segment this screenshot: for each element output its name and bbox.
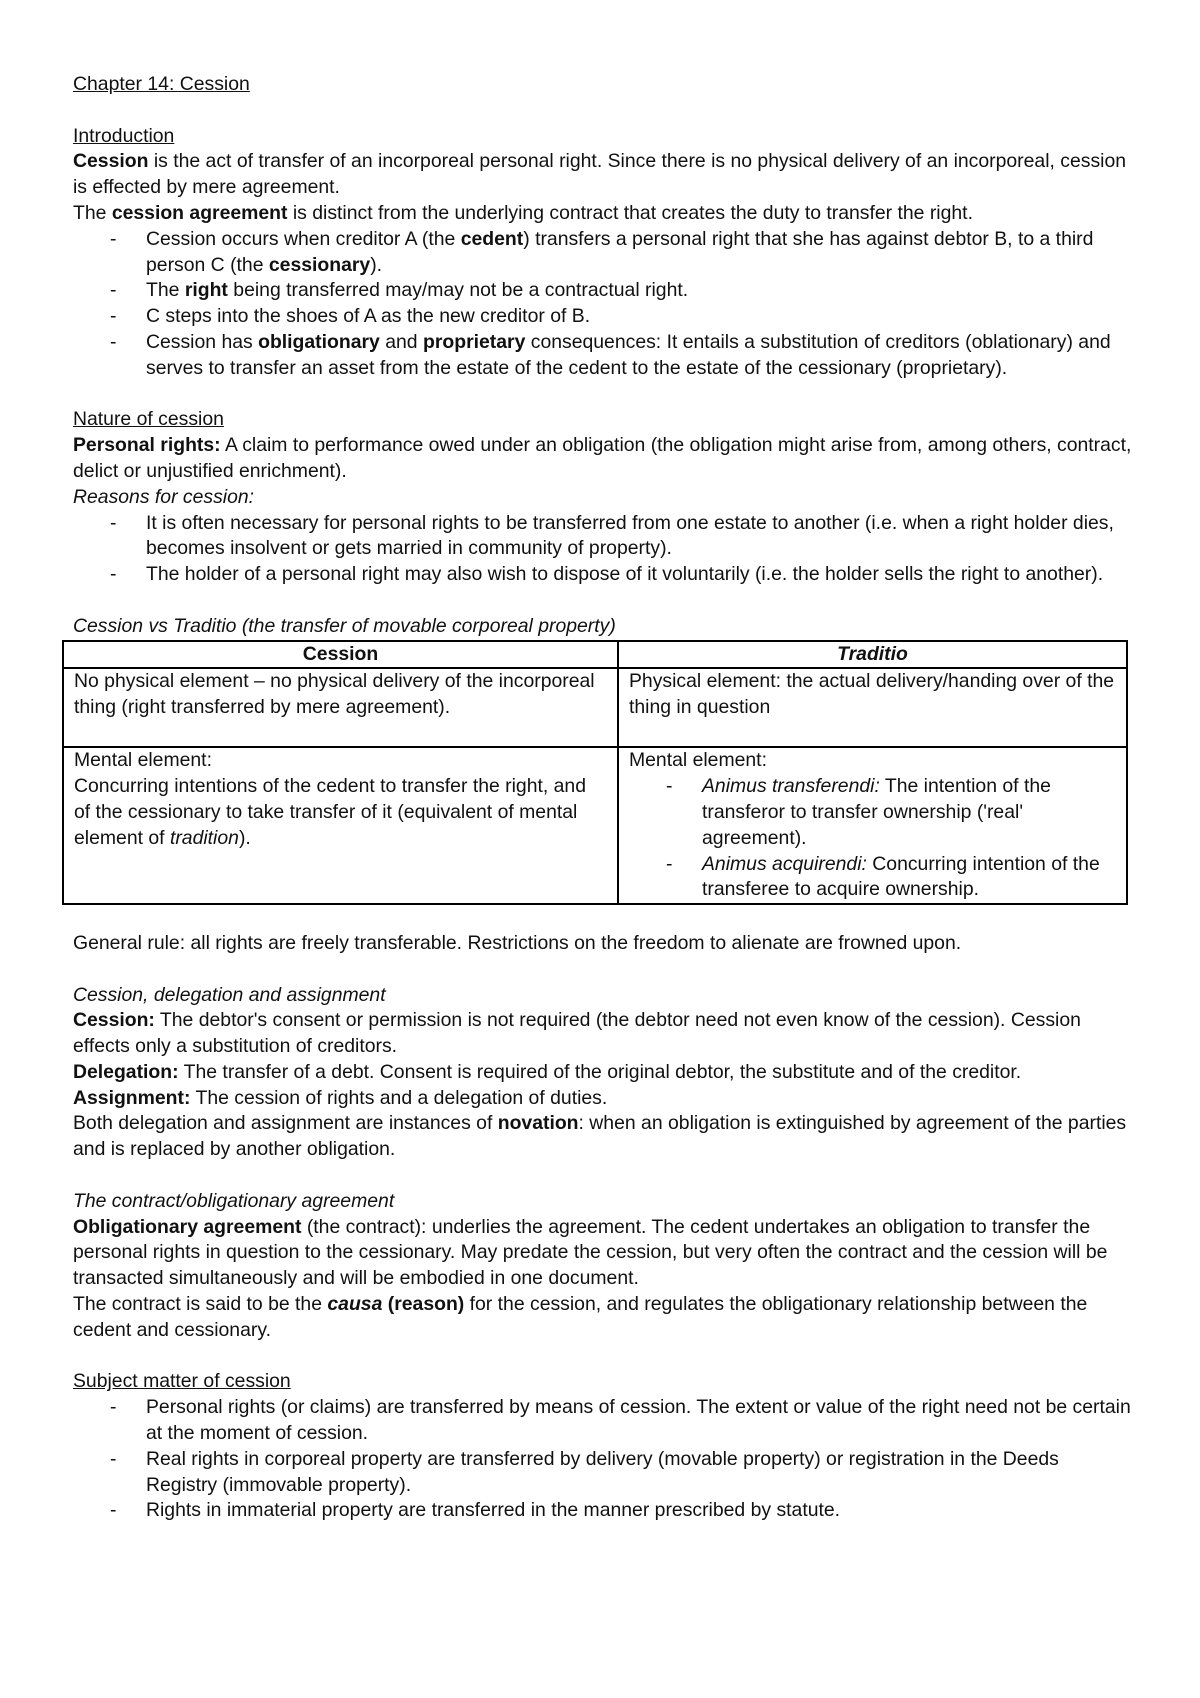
- paragraph: Delegation: The transfer of a debt. Consent is required of the original debtor, the substitute and of the creditor.: [73, 1060, 1022, 1083]
- bullet-list: [73, 1395, 1134, 1524]
- table-row: [63, 747, 1127, 904]
- table-cell: Physical element: the actual delivery/handing over of the thing in question: [618, 668, 1127, 747]
- paragraph: The contract is said to be the causa (reason) for the cession, and regulates the obligationary relationship between the cedent and cessionary.: [73, 1293, 1088, 1341]
- section-heading: Cession, delegation and assignment: [73, 983, 386, 1006]
- list-item: - Animus transferendi: The intention of the transferor to transfer ownership ('real' agreement).: [702, 774, 1116, 851]
- list-item: - Real rights in corporeal property are transferred by delivery (movable property) or registration in the Deeds Registry (immovable property).: [146, 1447, 1134, 1499]
- section-contract: [73, 1189, 1134, 1344]
- table-header-row: [63, 641, 1127, 669]
- paragraph: Cession: The debtor's consent or permission is not required (the debtor need not even know of the cession). Cession effects only a substitution of creditors.: [73, 1009, 1081, 1058]
- section-heading: Nature of cession: [73, 408, 224, 431]
- section-heading: The contract/obligationary agreement: [73, 1189, 395, 1212]
- table-cell: Mental element: - Animus transferendi: The intention of the transferor to transfer ownership ('real' agreement). - Animus acquirendi: Concurring intention of the transferee to acquire ownership.: [618, 747, 1127, 904]
- table-row: [63, 668, 1127, 747]
- list-item: - Animus acquirendi: Concurring intention of the transferee to acquire ownership.: [702, 852, 1116, 904]
- paragraph: Cession is the act of transfer of an incorporeal personal right. Since there is no physical delivery of an incorporeal, cession is effected by mere agreement.: [73, 150, 1127, 199]
- table-caption: Cession vs Traditio (the transfer of movable corporeal property): [73, 614, 616, 637]
- section-subject-matter: [73, 1369, 1134, 1524]
- list-item: - Rights in immaterial property are transferred in the manner prescribed by statute.: [146, 1498, 1134, 1524]
- list-item: - The right being transferred may/may not be a contractual right.: [146, 278, 1134, 304]
- bullet-list: [629, 774, 1116, 903]
- column-header: Traditio: [618, 641, 1127, 669]
- column-header: Cession: [63, 641, 618, 669]
- general-rule: General rule: all rights are freely transferable. Restrictions on the freedom to alienate are frowned upon.: [73, 931, 962, 954]
- section-heading: Subject matter of cession: [73, 1370, 291, 1393]
- list-item: - Personal rights (or claims) are transferred by means of cession. The extent or value of the right need not be certain at the moment of cession.: [146, 1395, 1134, 1447]
- section-introduction: [73, 124, 1134, 382]
- bullet-list: [73, 227, 1134, 382]
- bullet-list: [73, 511, 1134, 588]
- subheading: Reasons for cession:: [73, 485, 255, 508]
- list-item: - C steps into the shoes of A as the new creditor of B.: [146, 304, 1134, 330]
- paragraph: Personal rights: A claim to performance owed under an obligation (the obligation might arise from, among others, contract, delict or unjustified enrichment).: [73, 434, 1132, 482]
- list-item: - It is often necessary for personal rights to be transferred from one estate to another (i.e. when a right holder dies, becomes insolvent or gets married in community of property).: [146, 511, 1134, 563]
- list-item: - The holder of a personal right may also wish to dispose of it voluntarily (i.e. the holder sells the right to another).: [146, 562, 1134, 588]
- paragraph: Assignment: The cession of rights and a delegation of duties.: [73, 1086, 608, 1109]
- comparison-table: [62, 640, 1128, 906]
- paragraph: The cession agreement is distinct from the underlying contract that creates the duty to transfer the right.: [73, 201, 973, 224]
- section-heading: Introduction: [73, 124, 175, 147]
- chapter-title: Chapter 14: Cession: [73, 73, 250, 95]
- section-delegation: [73, 983, 1134, 1164]
- list-item: - Cession occurs when creditor A (the cedent) transfers a personal right that she has against debtor B, to a third person C (the cessionary).: [146, 227, 1134, 279]
- section-nature: [73, 407, 1134, 588]
- paragraph: Obligationary agreement (the contract): underlies the agreement. The cedent undertakes an obligation to transfer the personal rights in question to the cessionary. May predate the cession, but very often the contract and the cession will be transacted simultaneously and will be embodied in one document.: [73, 1215, 1108, 1290]
- list-item: - Cession has obligationary and proprietary consequences: It entails a substitution of creditors (oblationary) and serves to transfer an asset from the estate of the cedent to the estate of the cessionary (proprietary).: [146, 330, 1134, 382]
- section-comparison: [73, 614, 1134, 905]
- table-cell: Mental element: Concurring intentions of the cedent to transfer the right, and of the cessionary to take transfer of it (equivalent of mental element of tradition).: [63, 747, 618, 904]
- table-cell: No physical element – no physical delivery of the incorporeal thing (right transferred by mere agreement).: [63, 668, 618, 747]
- paragraph: Both delegation and assignment are instances of novation: when an obligation is extinguished by agreement of the parties and is replaced by another obligation.: [73, 1112, 1127, 1161]
